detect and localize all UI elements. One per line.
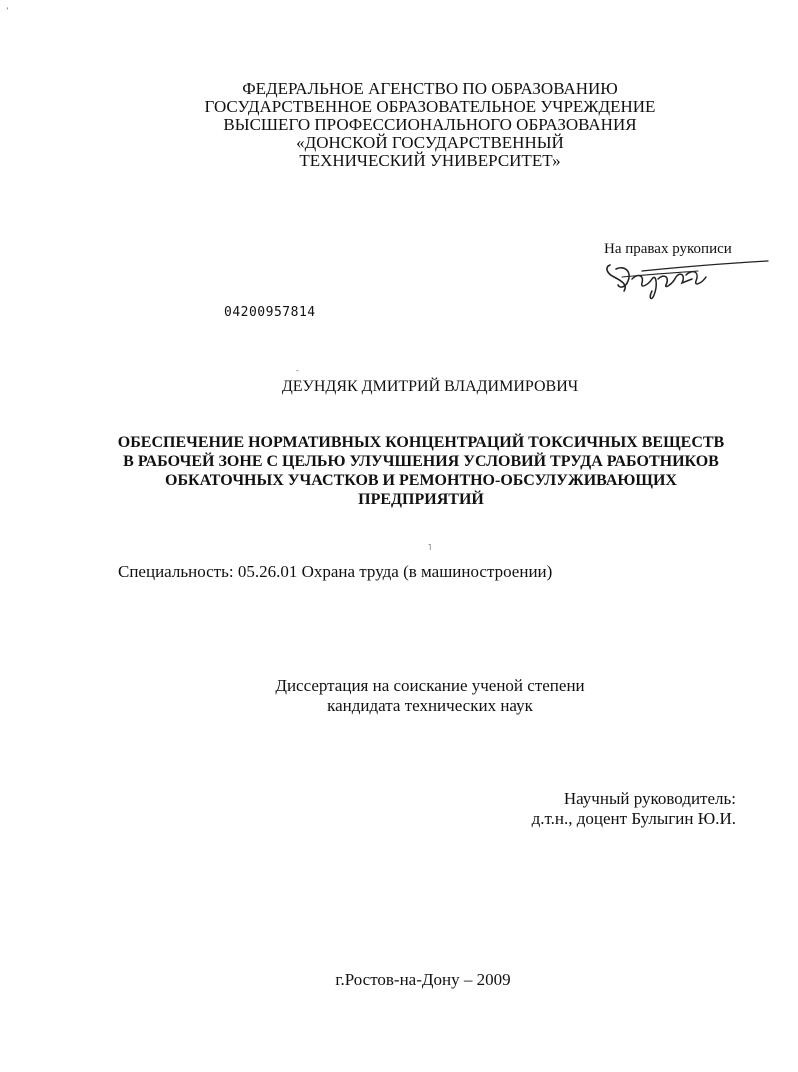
degree-line: кандидата технических наук (327, 696, 533, 715)
document-code: 04200957814 (224, 305, 316, 320)
scan-mark: - (296, 366, 299, 375)
author-name: ДЕУНДЯК ДМИТРИЙ ВЛАДИМИРОВИЧ (281, 378, 579, 395)
thesis-title-line: ПРЕДПРИЯТИЙ (358, 491, 484, 508)
degree-statement (0, 676, 798, 716)
advisor-label: Научный руководитель: (563, 789, 736, 808)
thesis-title-line: ОБКАТОЧНЫХ УЧАСТКОВ И РЕМОНТНО-ОБСУЛУЖИВАЮЩИХ (165, 472, 677, 489)
institution-line: ВЫСШЕГО ПРОФЕССИОНАЛЬНОГО ОБРАЗОВАНИЯ (223, 115, 637, 134)
degree-line: Диссертация на соискание ученой степени (275, 676, 585, 695)
institution-line: ТЕХНИЧЕСКИЙ УНИВЕРСИТЕТ» (299, 151, 561, 170)
scan-mark: ʼ (6, 6, 9, 15)
thesis-title (0, 433, 798, 509)
scientific-advisor (492, 789, 736, 829)
manuscript-rights-note: На правах рукописи (604, 241, 732, 257)
institution-line: ФЕДЕРАЛЬНОЕ АГЕНСТВО ПО ОБРАЗОВАНИЮ (242, 79, 618, 98)
thesis-title-line: В РАБОЧЕЙ ЗОНЕ С ЦЕЛЬЮ УЛУЧШЕНИЯ УСЛОВИЙ ТРУДА РАБОТНИКОВ (123, 453, 719, 470)
specialty: Специальность: 05.26.01 Охрана труда (в машиностроении) (118, 562, 553, 581)
signature-icon (602, 255, 772, 303)
institution-line: «ДОНСКОЙ ГОСУДАРСТВЕННЫЙ (296, 133, 564, 152)
advisor-name: д.т.н., доцент Булыгин Ю.И. (531, 809, 736, 828)
institution-header (0, 80, 798, 170)
scan-mark: ˥ (428, 543, 432, 552)
city-year: г.Ростов-на-Дону – 2009 (335, 970, 511, 989)
thesis-title-line: ОБЕСПЕЧЕНИЕ НОРМАТИВНЫХ КОНЦЕНТРАЦИЙ ТОКСИЧНЫХ ВЕЩЕСТВ (117, 434, 725, 451)
institution-line: ГОСУДАРСТВЕННОЕ ОБРАЗОВАТЕЛЬНОЕ УЧРЕЖДЕНИЕ (204, 97, 656, 116)
